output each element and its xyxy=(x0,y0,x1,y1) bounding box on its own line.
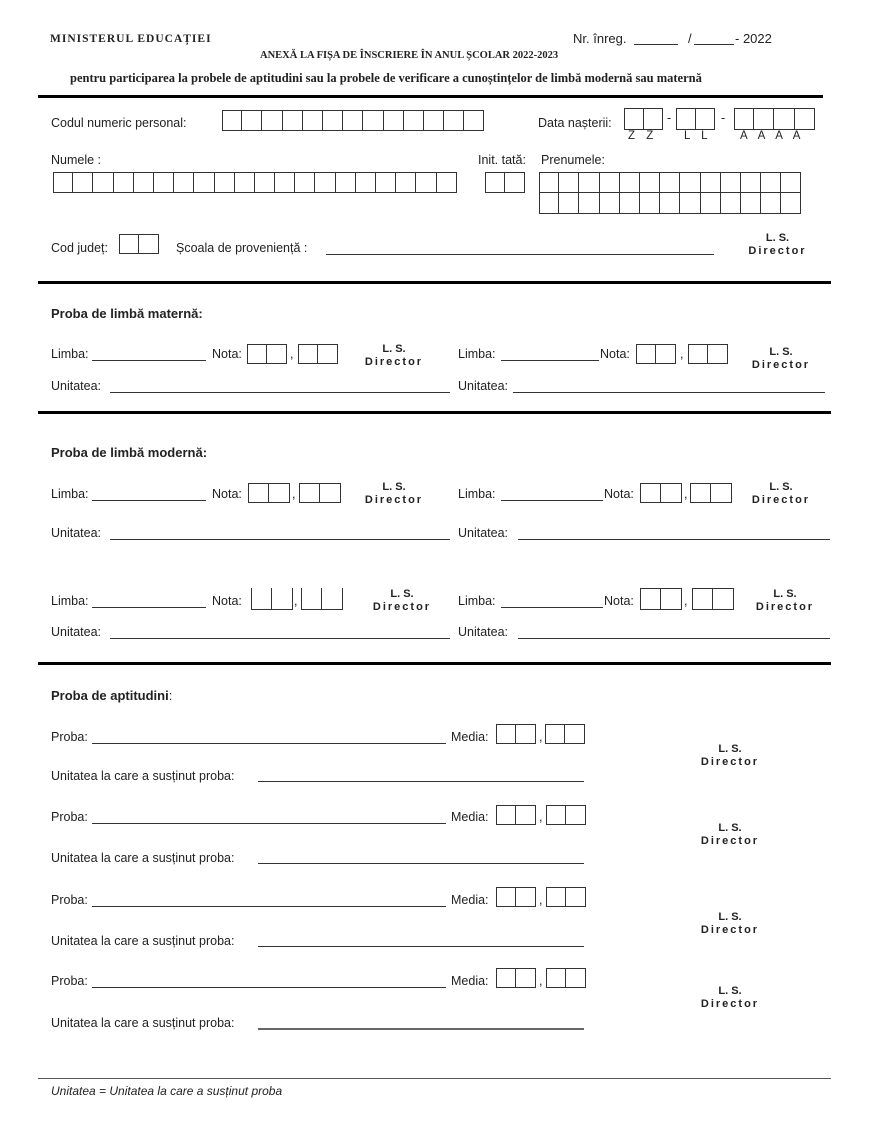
apt-ls-director-1: L. S. Director xyxy=(700,743,760,768)
county-code-input[interactable] xyxy=(119,234,159,254)
ml-unitatea-input-2[interactable] xyxy=(518,539,830,540)
ml-nota-dec-input-4[interactable] xyxy=(692,588,734,610)
section-divider-1 xyxy=(38,281,831,284)
apt-media-int-input-1[interactable] xyxy=(496,724,536,744)
mt-nota-dec-input-1[interactable] xyxy=(298,344,338,364)
ml-unitatea-label-2: Unitatea: xyxy=(458,526,509,540)
footer-divider xyxy=(38,1078,831,1079)
section-divider-3 xyxy=(38,662,831,665)
ml-nota-dec-input-2[interactable] xyxy=(690,483,732,503)
registration-number-line[interactable] xyxy=(634,44,678,45)
ml-limba-input-2[interactable] xyxy=(501,500,603,501)
registration-number-line-2[interactable] xyxy=(694,44,734,45)
apt-ls-director-4: L. S. Director xyxy=(700,985,760,1010)
mt-unitatea-label-1: Unitatea: xyxy=(51,379,102,393)
footer-note: Unitatea = Unitatea la care a susținut proba xyxy=(51,1084,283,1098)
ml-nota-int-input-3[interactable] xyxy=(251,588,293,610)
mt-nota-label-1: Nota: xyxy=(212,347,242,361)
apt-unit-label-2: Unitatea la care a susținut proba: xyxy=(51,851,235,865)
mt-nota-int-input-2[interactable] xyxy=(636,344,676,364)
birth-dash-1: - xyxy=(667,111,672,125)
ml-nota-int-input-1[interactable] xyxy=(248,483,290,503)
father-initial-input[interactable] xyxy=(485,172,525,193)
mother-tongue-title: Proba de limbă maternă: xyxy=(51,306,203,321)
apt-media-int-input-2[interactable] xyxy=(496,805,536,825)
apt-media-int-input-3[interactable] xyxy=(496,887,536,907)
birth-dash-2: - xyxy=(721,111,726,125)
ml-nota-dec-input-1[interactable] xyxy=(299,483,341,503)
apt-proba-label-1: Proba: xyxy=(51,730,88,744)
ml-comma-4: , xyxy=(684,594,688,608)
ml-ls-director-1: L. S. Director xyxy=(364,481,424,506)
ml-nota-int-input-2[interactable] xyxy=(640,483,682,503)
mt-unitatea-input-2[interactable] xyxy=(513,392,825,393)
birth-year-hint: A A A A xyxy=(740,130,805,142)
apt-proba-input-1[interactable] xyxy=(92,743,446,744)
apt-comma-1: , xyxy=(539,730,543,744)
county-code-label: Cod județ: xyxy=(51,241,108,255)
apt-unit-label-1: Unitatea la care a susținut proba: xyxy=(51,769,235,783)
ml-ls-director-2: L. S. Director xyxy=(751,481,811,506)
apt-media-dec-input-4[interactable] xyxy=(546,968,586,988)
apt-media-label-1: Media: xyxy=(451,730,489,744)
mt-limba-label-1: Limba: xyxy=(51,347,89,361)
ml-ls-director-4: L. S. Director xyxy=(755,588,815,613)
registration-label: Nr. înreg. xyxy=(573,31,627,46)
ml-ls-director-3: L. S. Director xyxy=(372,588,432,613)
apt-media-label-3: Media: xyxy=(451,893,489,907)
apt-comma-4: , xyxy=(539,974,543,988)
ministry-name: MINISTERUL EDUCAȚIEI xyxy=(50,33,212,45)
birth-month-input[interactable] xyxy=(676,108,715,130)
apt-proba-input-2[interactable] xyxy=(92,823,446,824)
apt-media-dec-input-1[interactable] xyxy=(545,724,585,744)
ml-nota-dec-input-3[interactable] xyxy=(301,588,343,610)
ml-comma-3: , xyxy=(294,594,298,608)
mt-comma-2: , xyxy=(680,347,684,361)
last-name-input[interactable] xyxy=(53,172,457,193)
registration-separator: / xyxy=(688,31,692,46)
header-divider xyxy=(38,95,823,98)
aptitude-title-colon: : xyxy=(168,688,173,703)
ml-limba-label-2: Limba: xyxy=(458,487,496,501)
apt-ls-director-2: L. S. Director xyxy=(700,822,760,847)
mt-limba-input-2[interactable] xyxy=(501,360,599,361)
cnp-input[interactable] xyxy=(222,110,484,131)
ml-limba-input-4[interactable] xyxy=(501,607,603,608)
mt-unitatea-label-2: Unitatea: xyxy=(458,379,509,393)
apt-media-label-2: Media: xyxy=(451,810,489,824)
aptitude-title-text: Proba de aptitudini xyxy=(51,688,169,703)
ml-comma-2: , xyxy=(684,487,688,501)
mt-nota-dec-input-2[interactable] xyxy=(688,344,728,364)
ml-unitatea-label-4: Unitatea: xyxy=(458,625,509,639)
apt-ls-director-3: L. S. Director xyxy=(700,911,760,936)
apt-proba-label-2: Proba: xyxy=(51,810,88,824)
apt-proba-label-3: Proba: xyxy=(51,893,88,907)
mt-unitatea-input-1[interactable] xyxy=(110,392,450,393)
apt-unit-label-3: Unitatea la care a susținut proba: xyxy=(51,934,235,948)
ml-nota-label-1: Nota: xyxy=(212,487,242,501)
apt-media-int-input-4[interactable] xyxy=(496,968,536,988)
ml-unitatea-input-4[interactable] xyxy=(518,638,830,639)
apt-unit-input-4[interactable] xyxy=(258,1028,584,1030)
form-subtitle: pentru participarea la probele de aptitudini sau la probele de verificare a cunoștințelor de limbă modernă sau maternă xyxy=(70,71,702,85)
ml-limba-label-1: Limba: xyxy=(51,487,89,501)
ml-limba-input-1[interactable] xyxy=(92,500,206,501)
mt-nota-int-input-1[interactable] xyxy=(247,344,287,364)
ls-director-stamp: L. S. Director xyxy=(748,232,807,257)
mt-comma-1: , xyxy=(290,347,294,361)
apt-comma-2: , xyxy=(539,810,543,824)
ml-limba-input-3[interactable] xyxy=(92,607,206,608)
birth-day-input[interactable] xyxy=(624,108,663,130)
ml-unitatea-label-3: Unitatea: xyxy=(51,625,102,639)
apt-unit-input-3[interactable] xyxy=(258,946,584,947)
first-name-input-row-1[interactable] xyxy=(539,172,801,193)
ml-nota-label-2: Nota: xyxy=(604,487,634,501)
birth-year-input[interactable] xyxy=(734,108,815,130)
birth-date-label: Data nașterii: xyxy=(538,116,612,130)
mt-limba-input-1[interactable] xyxy=(92,360,206,361)
cnp-label: Codul numeric personal: xyxy=(51,116,187,130)
ml-nota-int-input-4[interactable] xyxy=(640,588,682,610)
first-name-label: Prenumele: xyxy=(541,153,605,167)
ml-comma-1: , xyxy=(292,487,296,501)
modern-language-title: Proba de limbă modernă: xyxy=(51,445,208,460)
ml-unitatea-input-3[interactable] xyxy=(110,638,450,639)
section-divider-2 xyxy=(38,411,831,414)
annex-title: ANEXĂ LA FIȘA DE ÎNSCRIERE ÎN ANUL ȘCOLAR 2022-2023 xyxy=(260,50,559,61)
school-label: Școala de proveniență : xyxy=(176,241,308,255)
apt-media-dec-input-2[interactable] xyxy=(546,805,586,825)
first-name-input-row-2[interactable] xyxy=(539,193,801,214)
mt-limba-label-2: Limba: xyxy=(458,347,496,361)
apt-proba-input-3[interactable] xyxy=(92,906,446,907)
ml-unitatea-label-1: Unitatea: xyxy=(51,526,102,540)
apt-unit-input-1[interactable] xyxy=(258,781,584,782)
apt-unit-input-2[interactable] xyxy=(258,863,584,864)
ml-limba-label-3: Limba: xyxy=(51,594,89,608)
apt-proba-input-4[interactable] xyxy=(92,987,446,988)
birth-month-hint: L L xyxy=(684,130,712,142)
birth-day-hint: Z Z xyxy=(628,130,658,142)
registration-year: - 2022 xyxy=(735,31,772,46)
father-initial-label: Init. tată: xyxy=(478,153,526,167)
mt-nota-label-2: Nota: xyxy=(600,347,630,361)
ml-unitatea-input-1[interactable] xyxy=(110,539,450,540)
apt-unit-label-4: Unitatea la care a susținut proba: xyxy=(51,1016,235,1030)
school-input-line[interactable] xyxy=(326,254,714,255)
last-name-label: Numele : xyxy=(51,153,102,167)
apt-media-dec-input-3[interactable] xyxy=(546,887,586,907)
aptitude-title xyxy=(51,688,172,703)
ml-nota-label-3: Nota: xyxy=(212,594,242,608)
mt-ls-director-2: L. S. Director xyxy=(751,346,811,371)
ml-nota-label-4: Nota: xyxy=(604,594,634,608)
apt-comma-3: , xyxy=(539,893,543,907)
apt-media-label-4: Media: xyxy=(451,974,489,988)
ml-limba-label-4: Limba: xyxy=(458,594,496,608)
mt-ls-director-1: L. S. Director xyxy=(364,343,424,368)
apt-proba-label-4: Proba: xyxy=(51,974,88,988)
